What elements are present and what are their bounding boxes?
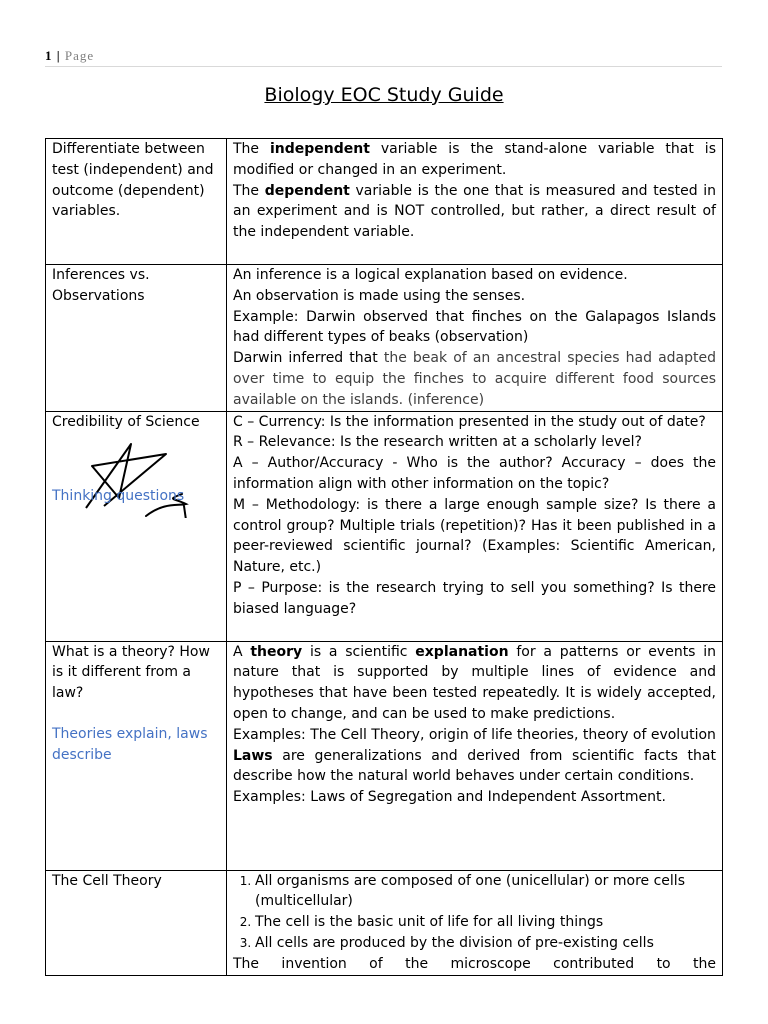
topic-cell (46, 870, 227, 975)
page-separator: | (56, 48, 61, 63)
cell-theory-list (233, 871, 716, 954)
list-item: 2. The cell is the basic unit of life for all living things (255, 912, 716, 933)
list-item: 1. All organisms are composed of one (unicellular) or more cells (multicellular) (255, 871, 716, 913)
content-cell (227, 411, 723, 641)
content-line: The dependent variable is the one that is measured and tested in an experiment and is NOT controlled, but rather, a direct result of the independent variable. (233, 182, 716, 241)
content-line: R – Relevance: Is the research written at a scholarly level? (233, 434, 642, 451)
topic-text: Inferences vs. Observations (52, 267, 150, 304)
content-line: C – Currency: Is the information presented in the study out of date? (233, 413, 706, 430)
content-cell (227, 265, 723, 412)
topic-cell (46, 411, 227, 641)
content-line: Darwin inferred that the beak of an ancestral species had adapted over time to equip the finches to acquire different food sources available on the islands. (inference) (233, 350, 717, 408)
content-line: An observation is made using the senses. (233, 287, 526, 304)
table-row (46, 139, 723, 265)
content-line: Laws are generalizations and derived from scientific facts that describe how the natural world behaves under certain conditions. (233, 747, 716, 785)
theories-note: Theories explain, laws describe (52, 725, 208, 763)
content-cell (227, 870, 723, 975)
content-line: M – Methodology: is there a large enough sample size? Is there a control group? Multiple trials (repetition)? Has it been published in a peer-reviewed scientific journal? (Examples: Scientific American, Nature, etc.) (233, 496, 716, 576)
table-row (46, 641, 723, 870)
document-title: Biology EOC Study Guide (264, 84, 504, 106)
table-row (46, 870, 723, 975)
topic-text: The Cell Theory (52, 872, 162, 889)
study-guide-table (45, 138, 723, 976)
content-line: The invention of the microscope contributed to the (233, 955, 716, 972)
list-item: 3. All cells are produced by the division of pre-existing cells (255, 933, 716, 954)
content-cell (227, 139, 723, 265)
content-line: An inference is a logical explanation based on evidence. (233, 267, 628, 283)
content-line: The independent variable is the stand-alone variable that is modified or changed in an experiment. (233, 141, 716, 178)
topic-cell (46, 139, 227, 265)
topic-text: What is a theory? How is it different from a law? (52, 643, 210, 702)
topic-cell (46, 641, 227, 870)
table-row (46, 265, 723, 412)
content-line: Examples: The Cell Theory, origin of life theories, theory of evolution (233, 726, 716, 743)
topic-cell (46, 265, 227, 412)
content-line: Examples: Laws of Segregation and Independent Assortment. (233, 789, 666, 806)
table-row (46, 411, 723, 641)
content-line: P – Purpose: is the research trying to sell you something? Is there biased language? (233, 579, 716, 617)
handwritten-star-scribble (74, 436, 204, 518)
content-cell (227, 641, 723, 870)
page-header (45, 48, 722, 67)
topic-text: Credibility of Science (52, 413, 200, 430)
content-line: A theory is a scientific explanation for a patterns or events in nature that is supported by multiple lines of evidence and hypotheses that have been tested repeatedly. It is widely accepted, open to change, and can be used to make predictions. (233, 643, 717, 722)
topic-text: Differentiate between test (independent) and outcome (dependent) variables. (52, 141, 214, 220)
content-line: A – Author/Accuracy - Who is the author? Accuracy – does the information align with other information on the topic? (233, 455, 716, 492)
page-number: 1 (45, 48, 53, 63)
page-label: Page (64, 48, 95, 63)
thinking-questions-note: Thinking questions (52, 488, 185, 505)
content-line: Example: Darwin observed that finches on the Galapagos Islands had different types of beaks (observation) (233, 308, 716, 346)
